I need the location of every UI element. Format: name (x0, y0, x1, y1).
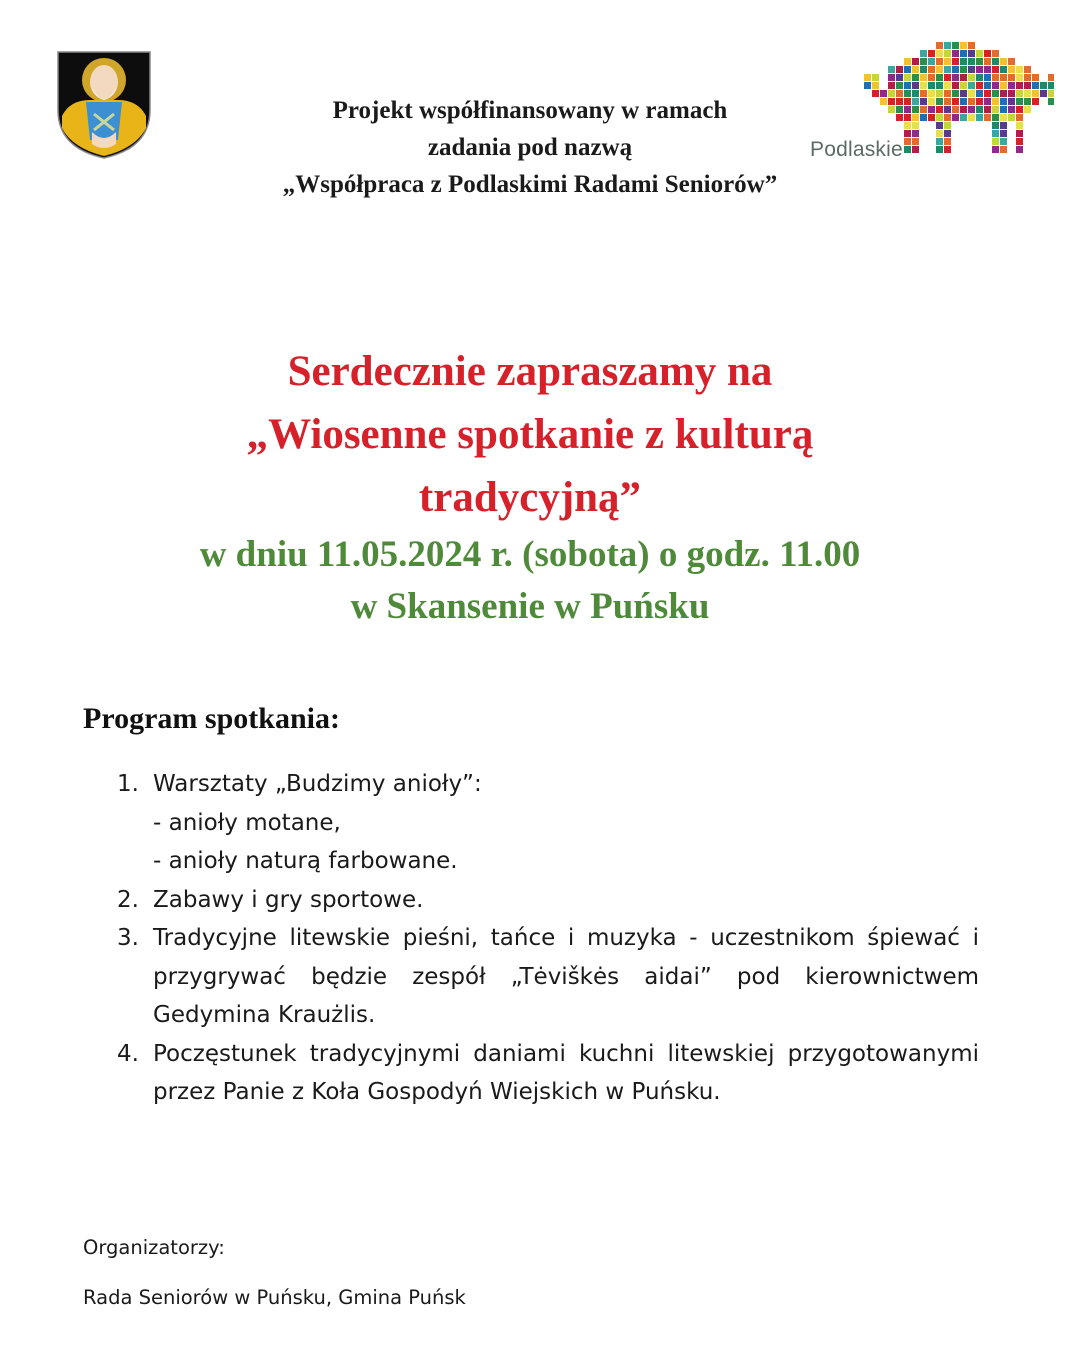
item-number: 4. (117, 1040, 139, 1067)
header-line-2: zadania pod nazwą (427, 134, 633, 161)
item-text: Warsztaty „Budzimy anioły”: (153, 771, 482, 797)
item-number: 3. (117, 925, 139, 951)
organizers-value: Rada Seniorów w Puńsku, Gmina Puńsk (83, 1286, 466, 1309)
item-number: 1. (117, 771, 139, 797)
sub-item: - anioły naturą farbowane. (153, 848, 458, 874)
program-list (117, 765, 979, 1112)
project-header (0, 92, 1060, 203)
item-number: 2. (117, 886, 139, 913)
invitation-line-2: „Wiosenne spotkanie z kulturą (246, 411, 814, 458)
item-text: Zabawy i gry sportowe. (153, 886, 424, 913)
program-title: Program spotkania: (83, 702, 340, 735)
event-date: w dniu 11.05.2024 r. (sobota) o godz. 11.00 (199, 534, 861, 575)
invitation-line-3: tradycyjną” (418, 474, 642, 521)
organizers-label: Organizatorzy: (83, 1236, 225, 1259)
sub-item: - anioły motane, (153, 809, 341, 836)
program-item (117, 1035, 979, 1112)
podlaskie-label: Podlaskie (810, 138, 903, 161)
item-text: Poczęstunek tradycyjnymi daniami kuchni litewskiej przygotowanymi przez Panie z Koła Gospodyń Wiejskich w Puńsku. (153, 1040, 979, 1105)
header-line-1: Projekt współfinansowany w ramach (332, 97, 728, 124)
invitation-block (0, 340, 1060, 633)
item-text: Tradycyjne litewskie pieśni, tańce i muzyka - uczestnikom śpiewać i przygrywać będzie zespół „Tėviškės aidai” pod kierownictwem Gedymina Kraużlis. (153, 925, 979, 1028)
event-place: w Skansenie w Puńsku (350, 586, 710, 627)
program-item (117, 881, 979, 920)
program-item (117, 765, 979, 881)
invitation-line-1: Serdecznie zapraszamy na (287, 348, 773, 395)
program-item (117, 919, 979, 1035)
header-line-3: „Współpraca z Podlaskimi Radami Seniorów” (282, 171, 778, 198)
